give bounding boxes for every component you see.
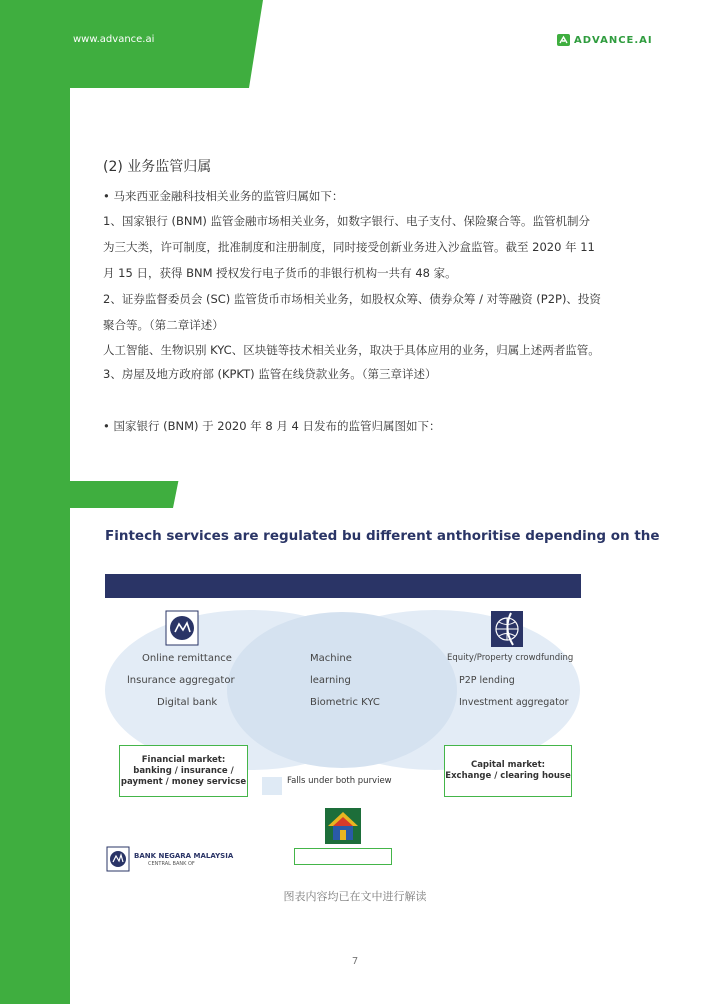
paragraph-line: 聚合等。（第二章详述） (103, 318, 224, 332)
kpkt-label-box (294, 848, 392, 865)
left-item: lnsurance aggregator (127, 675, 235, 686)
box-line: Capital market: (470, 760, 546, 770)
site-url[interactable]: www.advance.ai (73, 34, 155, 45)
section-title: (2) 业务监管归属 (103, 159, 212, 175)
box-line: Exchange / clearing house (445, 771, 571, 781)
middle-item: Machine (310, 653, 352, 664)
paragraph-line: 人工智能、生物识别 KYC、区块链等技术相关业务，取决于具体应用的业务，归属上述两者监管。 (103, 343, 600, 357)
capital-market-box (444, 745, 572, 797)
legend-label: Falls under both purview (287, 776, 392, 786)
paragraph-line: 1、国家银行 (BNM) 监管金融市场相关业务，如数字银行、电子支付、保险聚合等。监管机制分 (103, 214, 591, 228)
bnm-subtitle: CENTRAL BANK OF (148, 861, 195, 867)
middle-item: Biometric KYC (310, 697, 380, 708)
paragraph-line: • 马来西亚金融科技相关业务的监管归属如下： (103, 189, 344, 203)
sc-logo-icon (491, 611, 523, 647)
paragraph-line: • 国家银行 (BNM) 于 2020 年 8 月 4 日发布的监管归属图如下： (103, 419, 441, 433)
right-item: Investment aggregator (459, 697, 569, 708)
left-item: Digital bank (157, 697, 218, 708)
legend-swatch (262, 777, 282, 795)
box-line: banking / insurance / (133, 765, 234, 776)
paragraph-line: 月 15 日，获得 BNM 授权发行电子货币的非银行机构一共有 48 家。 (103, 266, 457, 280)
box-line: payment / money servicse (120, 776, 247, 787)
kpkt-logo-icon (325, 808, 361, 844)
bnm-footer-shield-icon (106, 846, 130, 872)
middle-item: learning (310, 675, 351, 686)
paragraph-line: 为三大类，许可制度，批准制度和注册制度，同时接受创新业务进入沙盒监管。截至 2020 年 11 (103, 240, 595, 254)
financial-market-box (119, 745, 248, 797)
advance-logo-icon (557, 34, 570, 46)
brand-name: ADVANCE.AI (574, 34, 653, 46)
box-line: Financial market: (141, 754, 226, 765)
brand-logo (557, 34, 653, 46)
figure-caption: 图表内容均已在文中进行解读 (283, 890, 427, 903)
left-item: Online remittance (142, 653, 232, 664)
right-item: Equity/Property crowdfunding (447, 653, 574, 663)
bnm-name: BANK NEGARA MALAYSIA (134, 852, 234, 860)
overlap-region (227, 612, 457, 768)
bnm-shield-icon (165, 610, 199, 646)
figure-title: Fintech services are regulated bu different anthoritise depending on the (105, 528, 660, 544)
page-number: 7 (351, 956, 359, 967)
paragraph-line: 2、证券监督委员会 (SC) 监管货币市场相关业务，如股权众筹、债券众筹 / 对等融资 (P2P)、投资 (103, 292, 601, 306)
figure-header-bar (105, 574, 581, 598)
paragraph-line: 3、房屋及地方政府部 (KPKT) 监管在线贷款业务。（第三章详述） (103, 367, 437, 381)
right-item: P2P lending (459, 675, 515, 686)
